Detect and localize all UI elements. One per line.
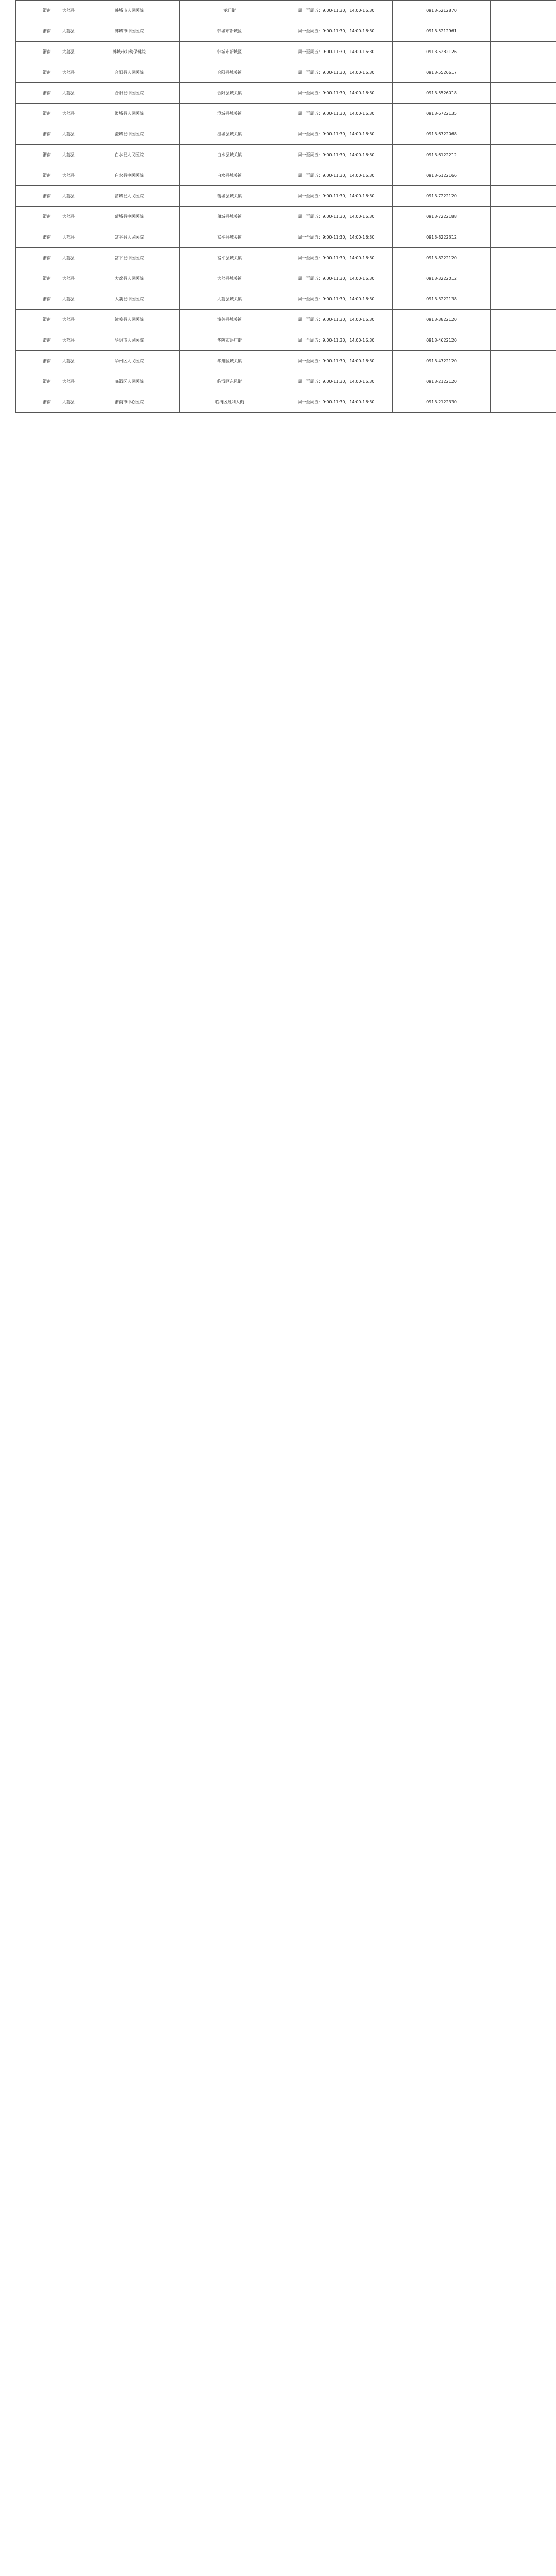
row-city: 渭南 (36, 330, 58, 351)
row-name: 韩城市人民医院 (79, 1, 180, 21)
row-city: 渭南 (36, 83, 58, 104)
row-address: 华州区城关镇 (180, 351, 280, 371)
table-row (16, 330, 556, 351)
row-address: 白水县城关镇 (180, 145, 280, 165)
table-row (16, 248, 556, 268)
row-phone: 0913-5212961 (393, 21, 491, 42)
row-phone: 0913-6722135 (393, 104, 491, 124)
row-hours: 周一至周五：9:00-11:30，14:00-16:30 (280, 310, 393, 330)
row-county: 大荔县 (58, 186, 79, 207)
row-county: 大荔县 (58, 207, 79, 227)
row-city: 渭南 (36, 392, 58, 413)
row-city: 渭南 (36, 289, 58, 310)
row-phone: 0913-6122166 (393, 165, 491, 186)
row-extra (491, 207, 556, 227)
table-row (16, 124, 556, 145)
row-name: 澄城县中医医院 (79, 124, 180, 145)
row-extra (491, 1, 556, 21)
row-address: 富平县城关镇 (180, 227, 280, 248)
row-phone: 0913-5282126 (393, 42, 491, 62)
row-county: 大荔县 (58, 330, 79, 351)
row-extra (491, 62, 556, 83)
row-name: 白水县人民医院 (79, 145, 180, 165)
row-phone: 0913-5212870 (393, 1, 491, 21)
row-address: 合阳县城关镇 (180, 83, 280, 104)
row-phone: 0913-6722068 (393, 124, 491, 145)
row-extra (491, 124, 556, 145)
row-county: 大荔县 (58, 289, 79, 310)
row-phone: 0913-5526617 (393, 62, 491, 83)
directory-table (15, 0, 556, 413)
row-index (16, 42, 36, 62)
row-extra (491, 165, 556, 186)
table-row (16, 268, 556, 289)
row-city: 渭南 (36, 1, 58, 21)
row-address: 大荔县城关镇 (180, 268, 280, 289)
row-index (16, 21, 36, 42)
row-phone: 0913-7222188 (393, 207, 491, 227)
row-phone: 0913-2122330 (393, 392, 491, 413)
row-city: 渭南 (36, 227, 58, 248)
row-city: 渭南 (36, 42, 58, 62)
table-row (16, 186, 556, 207)
row-address: 韩城市新城区 (180, 21, 280, 42)
row-index (16, 83, 36, 104)
row-hours: 周一至周五：9:00-11:30，14:00-16:30 (280, 62, 393, 83)
row-index (16, 104, 36, 124)
row-extra (491, 145, 556, 165)
table-row (16, 310, 556, 330)
row-name: 临渭区人民医院 (79, 371, 180, 392)
row-address: 华阴市岳庙街 (180, 330, 280, 351)
row-county: 大荔县 (58, 145, 79, 165)
row-phone: 0913-3222138 (393, 289, 491, 310)
row-county: 大荔县 (58, 227, 79, 248)
row-phone: 0913-2122120 (393, 371, 491, 392)
row-name: 蒲城县人民医院 (79, 186, 180, 207)
row-phone: 0913-7222120 (393, 186, 491, 207)
row-address: 澄城县城关镇 (180, 124, 280, 145)
row-extra (491, 351, 556, 371)
row-extra (491, 330, 556, 351)
row-phone: 0913-5526018 (393, 83, 491, 104)
row-address: 潼关县城关镇 (180, 310, 280, 330)
row-county: 大荔县 (58, 392, 79, 413)
row-city: 渭南 (36, 62, 58, 83)
row-name: 白水县中医医院 (79, 165, 180, 186)
row-address: 韩城市新城区 (180, 42, 280, 62)
row-county: 大荔县 (58, 371, 79, 392)
row-hours: 周一至周五：9:00-11:30，14:00-16:30 (280, 392, 393, 413)
row-name: 富平县人民医院 (79, 227, 180, 248)
row-extra (491, 83, 556, 104)
row-index (16, 268, 36, 289)
row-name: 华阴市人民医院 (79, 330, 180, 351)
row-name: 渭南市中心医院 (79, 392, 180, 413)
table-row (16, 207, 556, 227)
row-extra (491, 392, 556, 413)
row-phone: 0913-6122212 (393, 145, 491, 165)
row-city: 渭南 (36, 186, 58, 207)
row-hours: 周一至周五：9:00-11:30，14:00-16:30 (280, 124, 393, 145)
row-name: 大荔县中医医院 (79, 289, 180, 310)
row-city: 渭南 (36, 351, 58, 371)
table-row (16, 21, 556, 42)
row-city: 渭南 (36, 310, 58, 330)
row-index (16, 392, 36, 413)
row-phone: 0913-4622120 (393, 330, 491, 351)
row-county: 大荔县 (58, 351, 79, 371)
row-extra (491, 104, 556, 124)
table-row (16, 42, 556, 62)
table-row (16, 1, 556, 21)
row-name: 富平县中医医院 (79, 248, 180, 268)
row-extra (491, 21, 556, 42)
row-county: 大荔县 (58, 1, 79, 21)
row-index (16, 351, 36, 371)
row-hours: 周一至周五：9:00-11:30，14:00-16:30 (280, 268, 393, 289)
row-county: 大荔县 (58, 165, 79, 186)
row-hours: 周一至周五：9:00-11:30，14:00-16:30 (280, 1, 393, 21)
row-county: 大荔县 (58, 310, 79, 330)
row-index (16, 310, 36, 330)
row-phone: 0913-8222120 (393, 248, 491, 268)
row-extra (491, 42, 556, 62)
table-row (16, 165, 556, 186)
table-row (16, 289, 556, 310)
row-city: 渭南 (36, 145, 58, 165)
row-extra (491, 268, 556, 289)
row-name: 潼关县人民医院 (79, 310, 180, 330)
row-name: 韩城市中医医院 (79, 21, 180, 42)
row-city: 渭南 (36, 371, 58, 392)
row-hours: 周一至周五：9:00-11:30，14:00-16:30 (280, 42, 393, 62)
table-row (16, 145, 556, 165)
row-address: 白水县城关镇 (180, 165, 280, 186)
row-extra (491, 310, 556, 330)
table-row (16, 104, 556, 124)
row-hours: 周一至周五：9:00-11:30，14:00-16:30 (280, 289, 393, 310)
row-city: 渭南 (36, 207, 58, 227)
row-index (16, 289, 36, 310)
row-index (16, 227, 36, 248)
row-index (16, 165, 36, 186)
row-county: 大荔县 (58, 62, 79, 83)
row-hours: 周一至周五：9:00-11:30，14:00-16:30 (280, 227, 393, 248)
row-name: 澄城县人民医院 (79, 104, 180, 124)
row-county: 大荔县 (58, 42, 79, 62)
row-phone: 0913-4722120 (393, 351, 491, 371)
row-hours: 周一至周五：9:00-11:30，14:00-16:30 (280, 165, 393, 186)
row-hours: 周一至周五：9:00-11:30，14:00-16:30 (280, 248, 393, 268)
row-hours: 周一至周五：9:00-11:30，14:00-16:30 (280, 83, 393, 104)
row-name: 大荔县人民医院 (79, 268, 180, 289)
table-row (16, 62, 556, 83)
row-city: 渭南 (36, 268, 58, 289)
row-address: 龙门街 (180, 1, 280, 21)
table-row (16, 83, 556, 104)
row-hours: 周一至周五：9:00-11:30，14:00-16:30 (280, 371, 393, 392)
row-phone: 0913-3222012 (393, 268, 491, 289)
row-index (16, 330, 36, 351)
row-index (16, 186, 36, 207)
row-index (16, 62, 36, 83)
directory-body (16, 1, 556, 413)
row-index (16, 145, 36, 165)
row-county: 大荔县 (58, 268, 79, 289)
row-city: 渭南 (36, 21, 58, 42)
row-name: 蒲城县中医医院 (79, 207, 180, 227)
row-hours: 周一至周五：9:00-11:30，14:00-16:30 (280, 145, 393, 165)
row-county: 大荔县 (58, 83, 79, 104)
row-name: 华州区人民医院 (79, 351, 180, 371)
table-row (16, 227, 556, 248)
row-county: 大荔县 (58, 124, 79, 145)
row-index (16, 248, 36, 268)
row-address: 蒲城县城关镇 (180, 207, 280, 227)
row-index (16, 124, 36, 145)
row-city: 渭南 (36, 104, 58, 124)
row-extra (491, 186, 556, 207)
row-name: 合阳县人民医院 (79, 62, 180, 83)
row-phone: 0913-8222312 (393, 227, 491, 248)
row-name: 合阳县中医医院 (79, 83, 180, 104)
row-hours: 周一至周五：9:00-11:30，14:00-16:30 (280, 104, 393, 124)
row-hours: 周一至周五：9:00-11:30，14:00-16:30 (280, 207, 393, 227)
row-extra (491, 371, 556, 392)
table-row (16, 392, 556, 413)
row-index (16, 1, 36, 21)
row-extra (491, 248, 556, 268)
row-hours: 周一至周五：9:00-11:30，14:00-16:30 (280, 186, 393, 207)
table-row (16, 351, 556, 371)
row-hours: 周一至周五：9:00-11:30，14:00-16:30 (280, 330, 393, 351)
row-name: 韩城市妇幼保健院 (79, 42, 180, 62)
row-address: 大荔县城关镇 (180, 289, 280, 310)
row-county: 大荔县 (58, 248, 79, 268)
row-city: 渭南 (36, 124, 58, 145)
row-phone: 0913-3822120 (393, 310, 491, 330)
row-address: 合阳县城关镇 (180, 62, 280, 83)
row-hours: 周一至周五：9:00-11:30，14:00-16:30 (280, 351, 393, 371)
table-row (16, 371, 556, 392)
row-city: 渭南 (36, 248, 58, 268)
row-extra (491, 227, 556, 248)
row-address: 蒲城县城关镇 (180, 186, 280, 207)
row-hours: 周一至周五：9:00-11:30，14:00-16:30 (280, 21, 393, 42)
row-county: 大荔县 (58, 21, 79, 42)
row-address: 富平县城关镇 (180, 248, 280, 268)
row-index (16, 371, 36, 392)
row-address: 澄城县城关镇 (180, 104, 280, 124)
row-extra (491, 289, 556, 310)
row-index (16, 207, 36, 227)
row-county: 大荔县 (58, 104, 79, 124)
row-address: 临渭区东风街 (180, 371, 280, 392)
row-city: 渭南 (36, 165, 58, 186)
row-address: 临渭区胜利大街 (180, 392, 280, 413)
